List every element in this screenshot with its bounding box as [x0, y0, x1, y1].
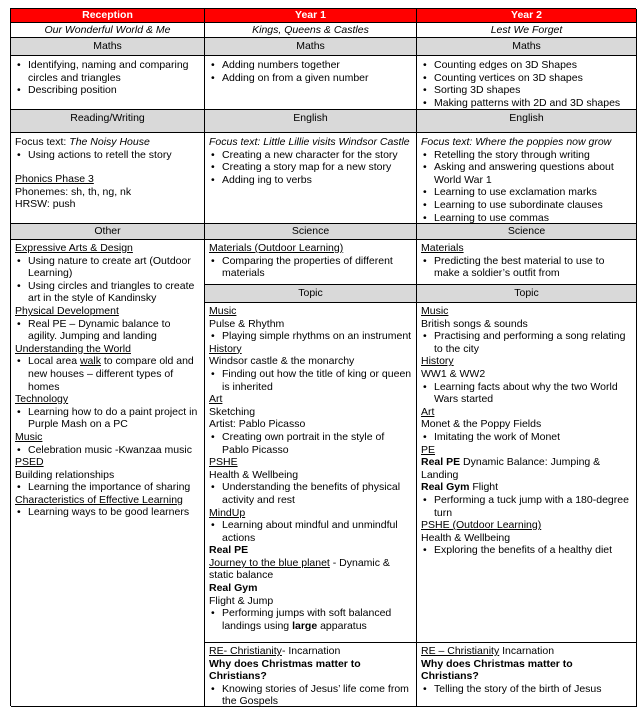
header-year1: Year 1: [205, 9, 417, 23]
list-item: • Knowing stories of Jesus’ life come from the Gospels: [209, 683, 412, 707]
re-year1: [205, 643, 417, 707]
music-sub: British songs & sounds: [421, 317, 528, 330]
music-heading: Music: [209, 305, 237, 317]
list-item: • Creating a new character for the story: [209, 149, 412, 162]
list-item: • Making patterns with 2D and 3D shapes: [421, 97, 632, 110]
science-label-year2: Science: [417, 224, 637, 240]
list-item: • Finding out how the title of king or queen is inherited: [209, 368, 412, 393]
list-item: • Using actions to retell the story: [15, 149, 200, 162]
list-item: • Performing a tuck jump with a 180-degree turn: [421, 494, 632, 519]
list-item: • Telling the story of the birth of Jesus: [421, 683, 632, 696]
reading-writing-reception: [11, 133, 205, 224]
art-heading: Art: [421, 405, 435, 418]
topic-year2: Lest We Forget: [417, 23, 637, 38]
art-heading: Art: [209, 393, 223, 406]
list-item: • Understanding the benefits of physical activity and rest: [209, 481, 412, 506]
list-item: • Counting edges on 3D Shapes: [421, 59, 632, 72]
other-reception: [11, 240, 205, 707]
list-item: • Adding ing to verbs: [209, 174, 412, 187]
list-item: • Learning how to do a paint project in Purple Mash on a PC: [15, 406, 200, 431]
list-item: • Exploring the benefits of a healthy diet: [421, 544, 632, 557]
topic-label-year2: Topic: [417, 285, 637, 303]
header-year2: Year 2: [417, 9, 637, 23]
reading-writing-label: Reading/Writing: [11, 110, 205, 133]
phonics-heading: Phonics Phase 3: [15, 173, 94, 186]
pd-heading: Physical Development: [15, 304, 119, 317]
topic-year1: Kings, Queens & Castles: [205, 23, 417, 38]
music-heading: Music: [15, 430, 43, 443]
list-item: • Learning to use exclamation marks: [421, 186, 632, 199]
re-question: Why does Christmas matter to Christians?: [209, 657, 361, 683]
topic-reception: Our Wonderful World & Me: [11, 23, 205, 38]
pe-heading: PE: [421, 443, 436, 456]
list-item: • Identifying, naming and comparing circles and triangles: [15, 59, 200, 84]
pshe-heading: PSHE: [209, 456, 238, 469]
maths-reception: [11, 56, 205, 110]
pshe-heading: PSHE (Outdoor Learning): [421, 519, 542, 532]
realgym-heading: Real Gym: [209, 582, 258, 595]
maths-label-year2: Maths: [417, 38, 637, 56]
science-heading: Materials (Outdoor Learning): [209, 242, 344, 254]
art-sub: Sketching: [209, 405, 256, 418]
flight-sub: Flight & Jump: [209, 594, 274, 607]
pshe-sub: Health & Wellbeing: [209, 468, 299, 481]
hrsw: HRSW: push: [15, 198, 76, 211]
re-year2: [417, 643, 637, 707]
list-item: • Learning about mindful and unmindful actions: [209, 519, 412, 544]
maths-year1: [205, 56, 417, 110]
realpe-heading: Real PE: [209, 544, 249, 557]
list-item: • Imitating the work of Monet: [421, 431, 632, 444]
focus-text: Focus text: Little Lillie visits Windsor Castle: [209, 136, 410, 148]
art-artist: Artist: Pablo Picasso: [209, 418, 306, 431]
list-item: • Learning ways to be good learners: [15, 506, 200, 519]
list-item: • Sorting 3D shapes: [421, 84, 632, 97]
maths-label-reception: Maths: [11, 38, 205, 56]
realgym-line: Real Gym Flight: [421, 481, 499, 494]
list-item: • Creating own portrait in the style of Pablo Picasso: [209, 431, 412, 456]
list-item: • Using circles and triangles to create art in the style of Kandinsky: [15, 280, 200, 305]
science-heading: Materials: [421, 242, 464, 254]
cel-heading: Characteristics of Effective Learning: [15, 493, 183, 506]
history-heading: History: [209, 342, 242, 355]
art-sub: Monet & the Poppy Fields: [421, 418, 542, 431]
ead-heading: Expressive Arts & Design: [15, 242, 133, 254]
maths-year2: [417, 56, 637, 110]
history-sub: Windsor castle & the monarchy: [209, 355, 355, 368]
curriculum-table: [10, 8, 636, 706]
list-item: • Learning to use subordinate clauses: [421, 199, 632, 212]
music-sub: Pulse & Rhythm: [209, 317, 285, 330]
re-heading: RE – Christianity Incarnation: [421, 645, 555, 657]
list-item: • Local area walk to compare old and new houses – different types of homes: [15, 355, 200, 393]
header-reception: Reception: [11, 9, 205, 23]
list-item: • Learning the importance of sharing: [15, 481, 200, 494]
history-sub: WW1 & WW2: [421, 367, 486, 380]
list-item: • Creating a story map for a new story: [209, 161, 412, 174]
list-item: • Learning to use commas: [421, 212, 632, 224]
list-item: • Adding on from a given number: [209, 72, 412, 85]
history-heading: History: [421, 355, 454, 368]
list-item: • Practising and performing a song relating to the city: [421, 330, 632, 355]
focus-text: Focus text: The Noisy House: [15, 136, 150, 148]
list-item: • Playing simple rhythms on an instrument: [209, 330, 412, 343]
music-heading: Music: [421, 305, 449, 317]
re-question: Why does Christmas matter to Christians?: [421, 657, 573, 683]
topic-year2-content: [417, 303, 637, 643]
list-item: • Asking and answering questions about World War 1: [421, 161, 632, 186]
focus-text: Focus text: Where the poppies now grow: [421, 136, 612, 148]
science-label-year1: Science: [205, 224, 417, 240]
psed-sub: Building relationships: [15, 468, 115, 481]
topic-label-year1: Topic: [205, 285, 417, 303]
english-label-year1: English: [205, 110, 417, 133]
english-label-year2: English: [417, 110, 637, 133]
realpe-line: Real PE Dynamic Balance: Jumping & Landing: [421, 456, 601, 481]
other-label: Other: [11, 224, 205, 240]
journey-line: Journey to the blue planet - Dynamic & static balance: [209, 556, 390, 582]
list-item: • Learning facts about why the two World Wars started: [421, 381, 632, 406]
tech-heading: Technology: [15, 393, 69, 406]
list-item: • Predicting the best material to use to make a soldier’s outfit from: [421, 255, 632, 280]
pshe-sub: Health & Wellbeing: [421, 531, 511, 544]
english-year1: [205, 133, 417, 224]
uw-heading: Understanding the World: [15, 342, 131, 355]
science-year1: [205, 240, 417, 285]
re-heading: RE- Christianity- Incarnation: [209, 645, 341, 657]
mindup-heading: MindUp: [209, 506, 246, 519]
psed-heading: PSED: [15, 456, 44, 469]
topic-year1-content: [205, 303, 417, 643]
list-item: • Retelling the story through writing: [421, 149, 632, 162]
list-item: • Describing position: [15, 84, 200, 97]
english-year2: [417, 133, 637, 224]
science-year2: [417, 240, 637, 285]
phonemes: Phonemes: sh, th, ng, nk: [15, 185, 132, 198]
list-item: • Celebration music -Kwanzaa music: [15, 444, 200, 457]
list-item: • Adding numbers together: [209, 59, 412, 72]
list-item: • Using nature to create art (Outdoor Learning): [15, 255, 200, 280]
maths-label-year1: Maths: [205, 38, 417, 56]
list-item: • Comparing the properties of different materials: [209, 255, 412, 280]
list-item: • Real PE – Dynamic balance to agility. Jumping and landing: [15, 318, 200, 343]
list-item: • Performing jumps with soft balanced landings using large apparatus: [209, 607, 412, 632]
list-item: • Counting vertices on 3D shapes: [421, 72, 632, 85]
